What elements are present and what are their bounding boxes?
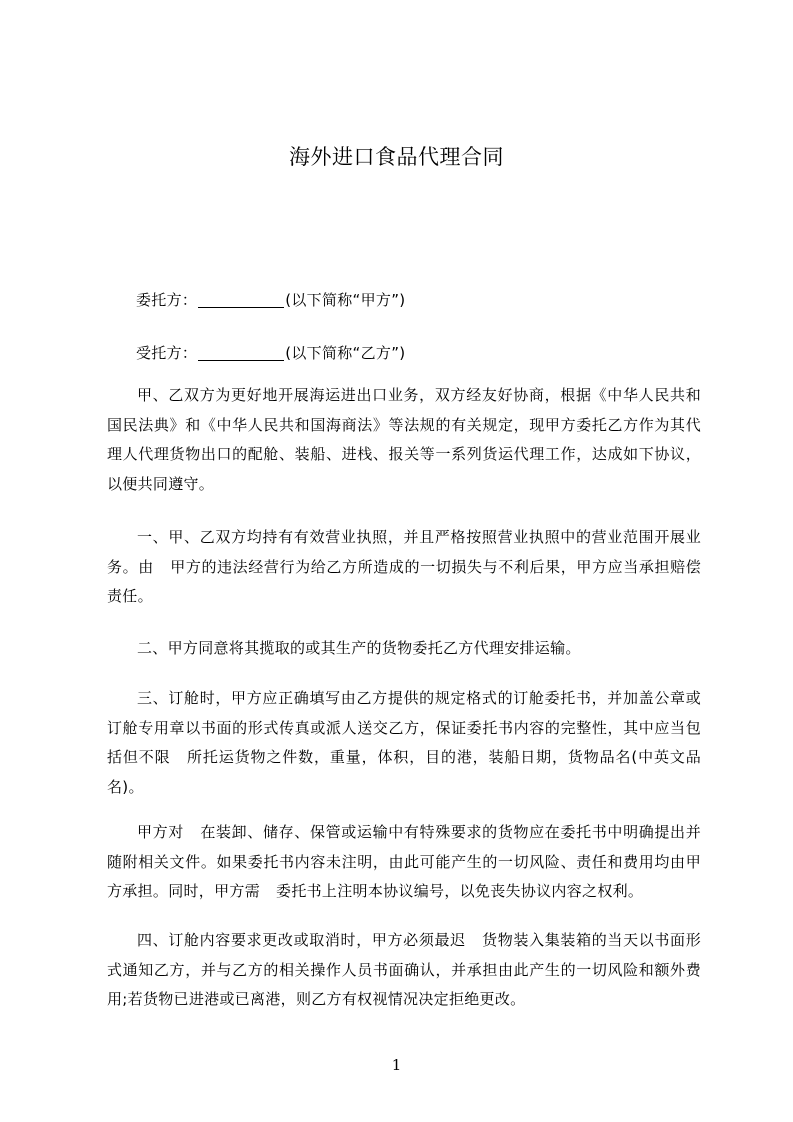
- clause-1-part-b: 甲方的违法经营行为给乙方所造成的一切损失与不利后果，甲方应当承担赔偿责任。: [107, 557, 701, 605]
- agent-party-line: [136, 341, 405, 365]
- agent-name-blank: [198, 344, 284, 361]
- clause-4-part-b: 货物装入集装箱的当天以书面形式通知乙方，并与乙方的相关操作人员书面确认，并承担由此产生的一切风险和额外费用;若货物已进港或已离港，则乙方有权视情况决定拒绝更改。: [107, 931, 701, 1008]
- clause-3-paragraph: [107, 684, 701, 802]
- page-number: 1: [391, 1056, 402, 1074]
- agent-label: 受托方：: [136, 344, 198, 362]
- clause-3-continued-paragraph: [107, 818, 701, 907]
- clause-3-cont-part-b: 在装卸、储存、保管或运输中有特殊要求的货物应在委托书中明确提出并随附相关文件。如果委托书内容未注明，由此可能产生的一切风险、责任和费用均由甲方承担。同时，甲方需: [107, 823, 702, 900]
- preamble-paragraph: 甲、乙双方为更好地开展海运进出口业务，双方经友好协商，根据《中华人民共和国民法典》和《中华人民共和国海商法》等法规的有关规定，现甲方委托乙方作为其代理人代理货物出口的配舱、装船、进栈、报关等一系列货运代理工作，达成如下协议，以便共同遵守。: [107, 386, 701, 493]
- clause-1-part-a: 一、甲、乙双方均持有有效营业执照，并且严格按照营业执照中的营业范围开展业务。由: [107, 528, 701, 576]
- client-party-line: [136, 288, 405, 312]
- client-note: (以下简称“甲方”): [285, 291, 406, 309]
- clause-3-cont-part-c: 委托书上注明本协议编号，以免丧失协议内容之权利。: [276, 882, 644, 900]
- clause-3-part-b: 所托运货物之件数，重量，体积，目的港，装船日期，货物品名(中英文品名)。: [107, 748, 701, 796]
- document-title: 海外进口食品代理合同: [289, 145, 504, 169]
- agent-note: (以下简称“乙方”): [285, 344, 406, 362]
- clause-2-paragraph: 二、甲方同意将其揽取的或其生产的货物委托乙方代理安排运输。: [137, 639, 581, 657]
- clause-3-part-a: 三、订舱时，甲方应正确填写由乙方提供的规定格式的订舱委托书，并加盖公章或订舱专用章以书面的形式传真或派人送交乙方，保证委托书内容的完整性，其中应当包括但不限: [107, 689, 701, 766]
- clause-3-cont-part-a: 甲方对: [137, 823, 184, 841]
- clause-1-paragraph: [107, 523, 701, 612]
- client-label: 委托方：: [136, 291, 198, 309]
- clause-4-paragraph: [107, 926, 701, 1015]
- clause-4-part-a: 四、订舱内容要求更改或取消时，甲方必须最迟: [137, 931, 466, 949]
- client-name-blank: [198, 291, 284, 308]
